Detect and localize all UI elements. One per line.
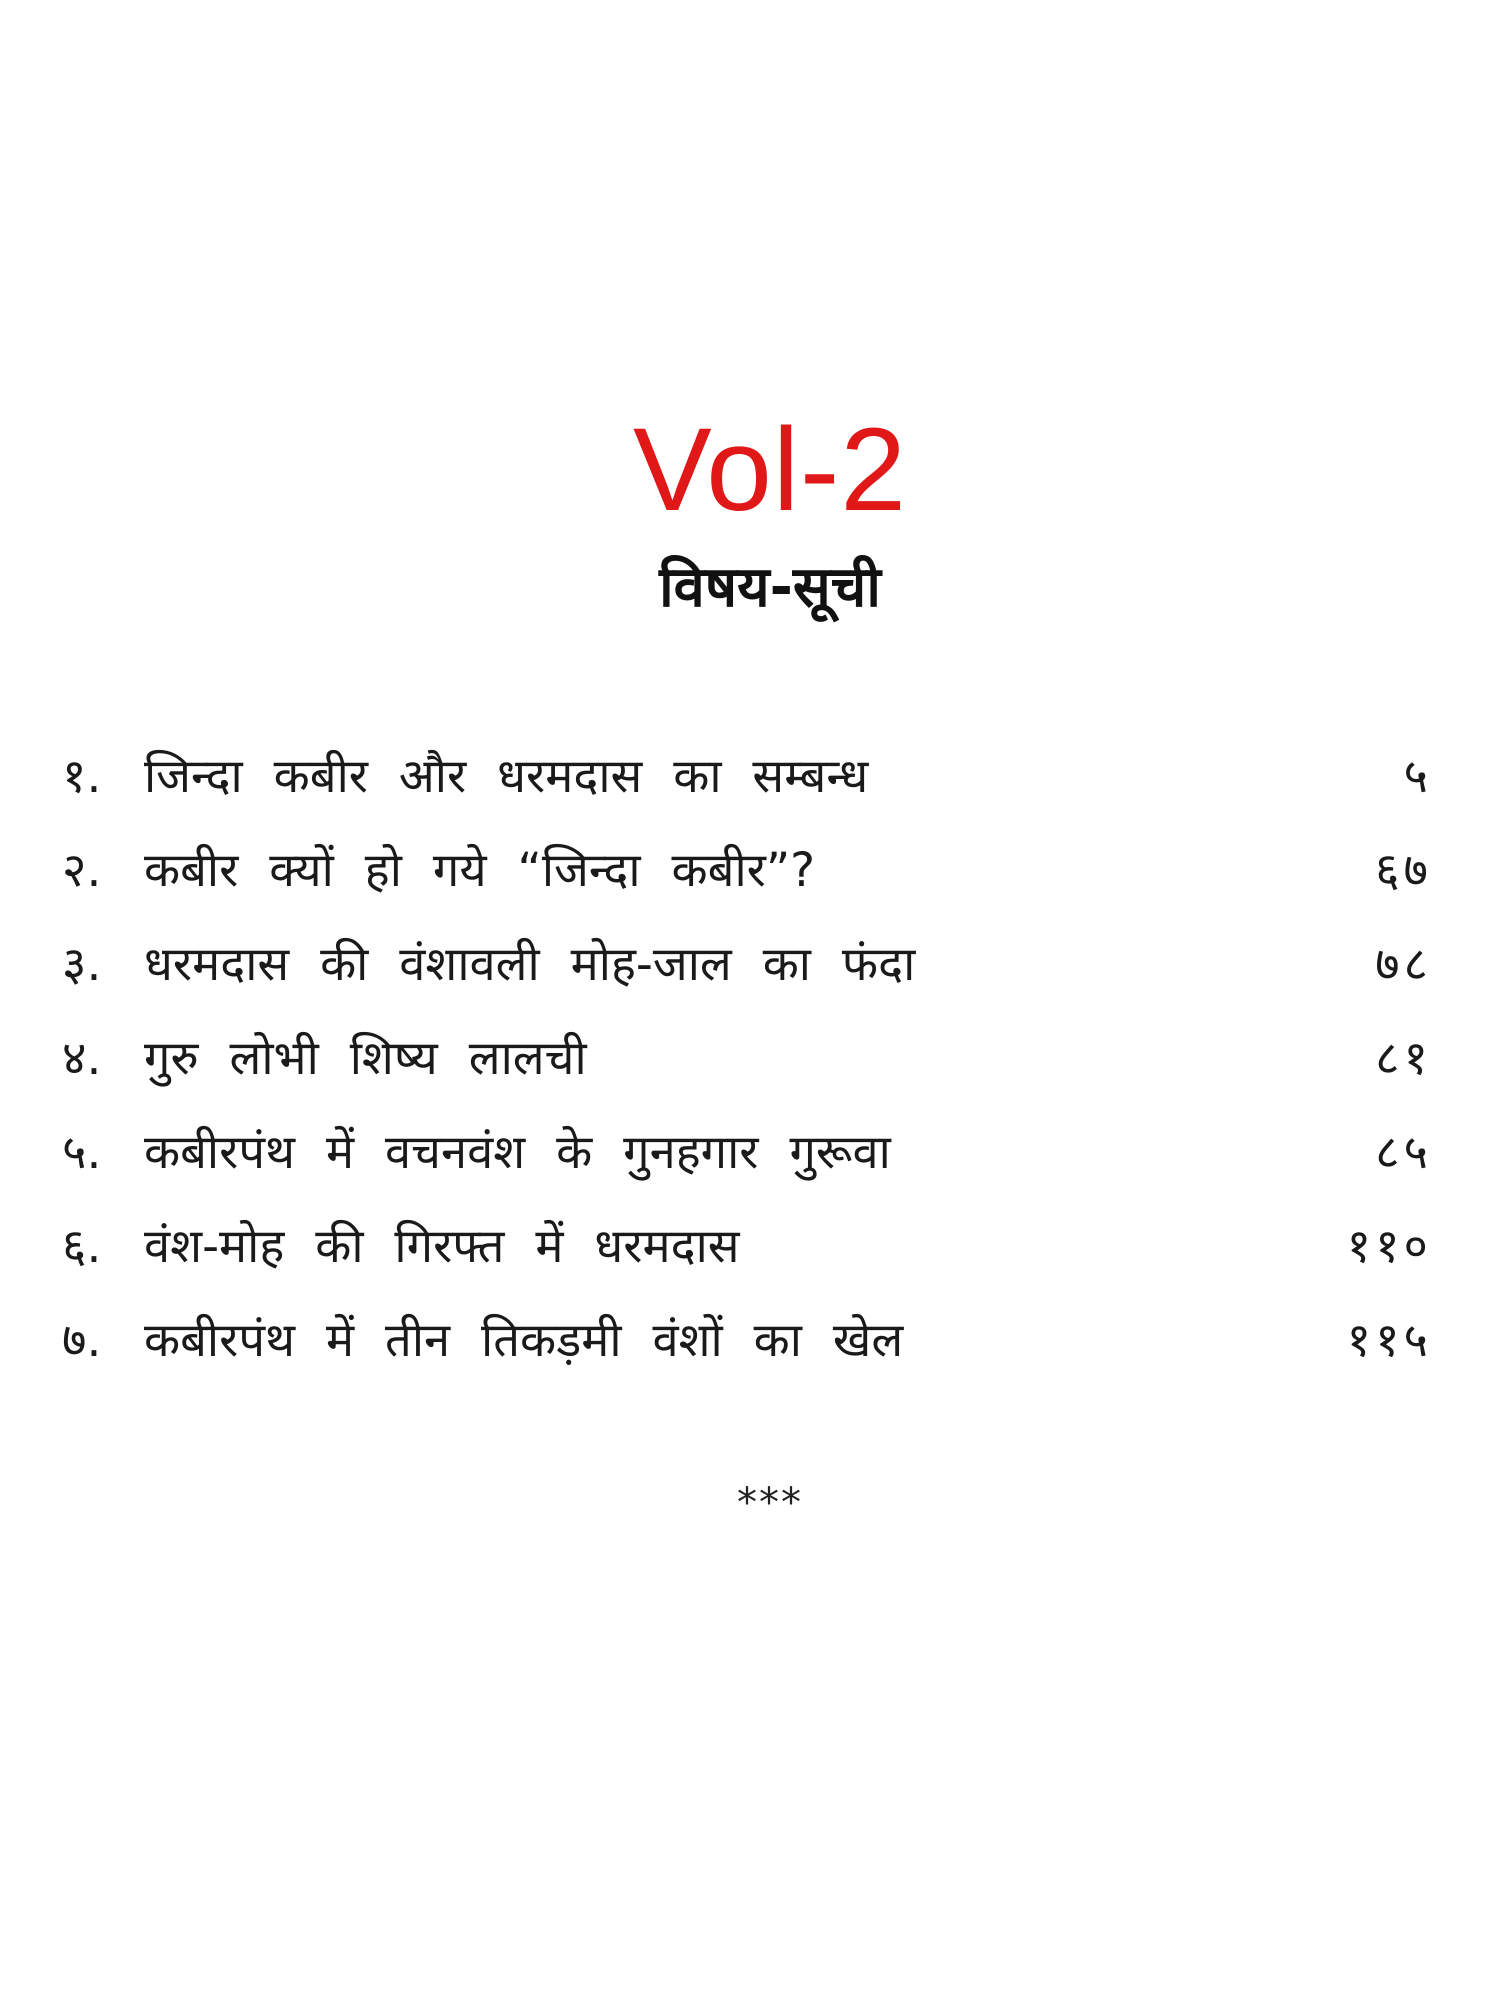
entry-page-number: ६७ bbox=[1375, 843, 1432, 898]
toc-entry-3 bbox=[62, 918, 1432, 1012]
entry-number: ३. bbox=[62, 937, 102, 992]
toc-entry-7 bbox=[62, 1294, 1432, 1388]
toc-heading: विषय-सूची bbox=[659, 555, 881, 620]
toc-entry-1 bbox=[62, 730, 1432, 824]
entry-number: २. bbox=[62, 843, 102, 898]
toc-entry-4 bbox=[62, 1012, 1432, 1106]
entry-page-number: ५ bbox=[1403, 749, 1432, 804]
toc-entry-5 bbox=[62, 1106, 1432, 1200]
entry-title: कबीरपंथ में वचनवंश के गुनहगार गुरूवा bbox=[144, 1125, 891, 1180]
volume-title: Vol-2 bbox=[633, 404, 907, 536]
entry-title: धरमदास की वंशावली मोह-जाल का फंदा bbox=[144, 937, 916, 992]
end-mark: *** bbox=[737, 1480, 803, 1526]
entry-title: गुरु लोभी शिष्य लालची bbox=[144, 1031, 587, 1086]
entry-page-number: ८५ bbox=[1375, 1125, 1432, 1180]
entry-number: ७. bbox=[62, 1313, 102, 1368]
entry-page-number: ७८ bbox=[1375, 937, 1432, 992]
entry-number: ५. bbox=[62, 1125, 102, 1180]
entry-number: ४. bbox=[62, 1031, 102, 1086]
entry-number: १. bbox=[62, 749, 102, 804]
entry-title: वंश-मोह की गिरफ्त में धरमदास bbox=[144, 1219, 740, 1274]
entry-page-number: ११० bbox=[1346, 1219, 1432, 1274]
entry-page-number: ११५ bbox=[1346, 1313, 1432, 1368]
toc-entry-2 bbox=[62, 824, 1432, 918]
entry-page-number: ८१ bbox=[1375, 1031, 1432, 1086]
entry-title: कबीर क्यों हो गये “जिन्दा कबीर”? bbox=[144, 843, 816, 898]
entry-number: ६. bbox=[62, 1219, 102, 1274]
entry-title: जिन्दा कबीर और धरमदास का सम्बन्ध bbox=[144, 749, 869, 804]
entry-title: कबीरपंथ में तीन तिकड़मी वंशों का खेल bbox=[144, 1313, 904, 1368]
toc-entry-6 bbox=[62, 1200, 1432, 1294]
table-of-contents bbox=[62, 730, 1432, 1388]
